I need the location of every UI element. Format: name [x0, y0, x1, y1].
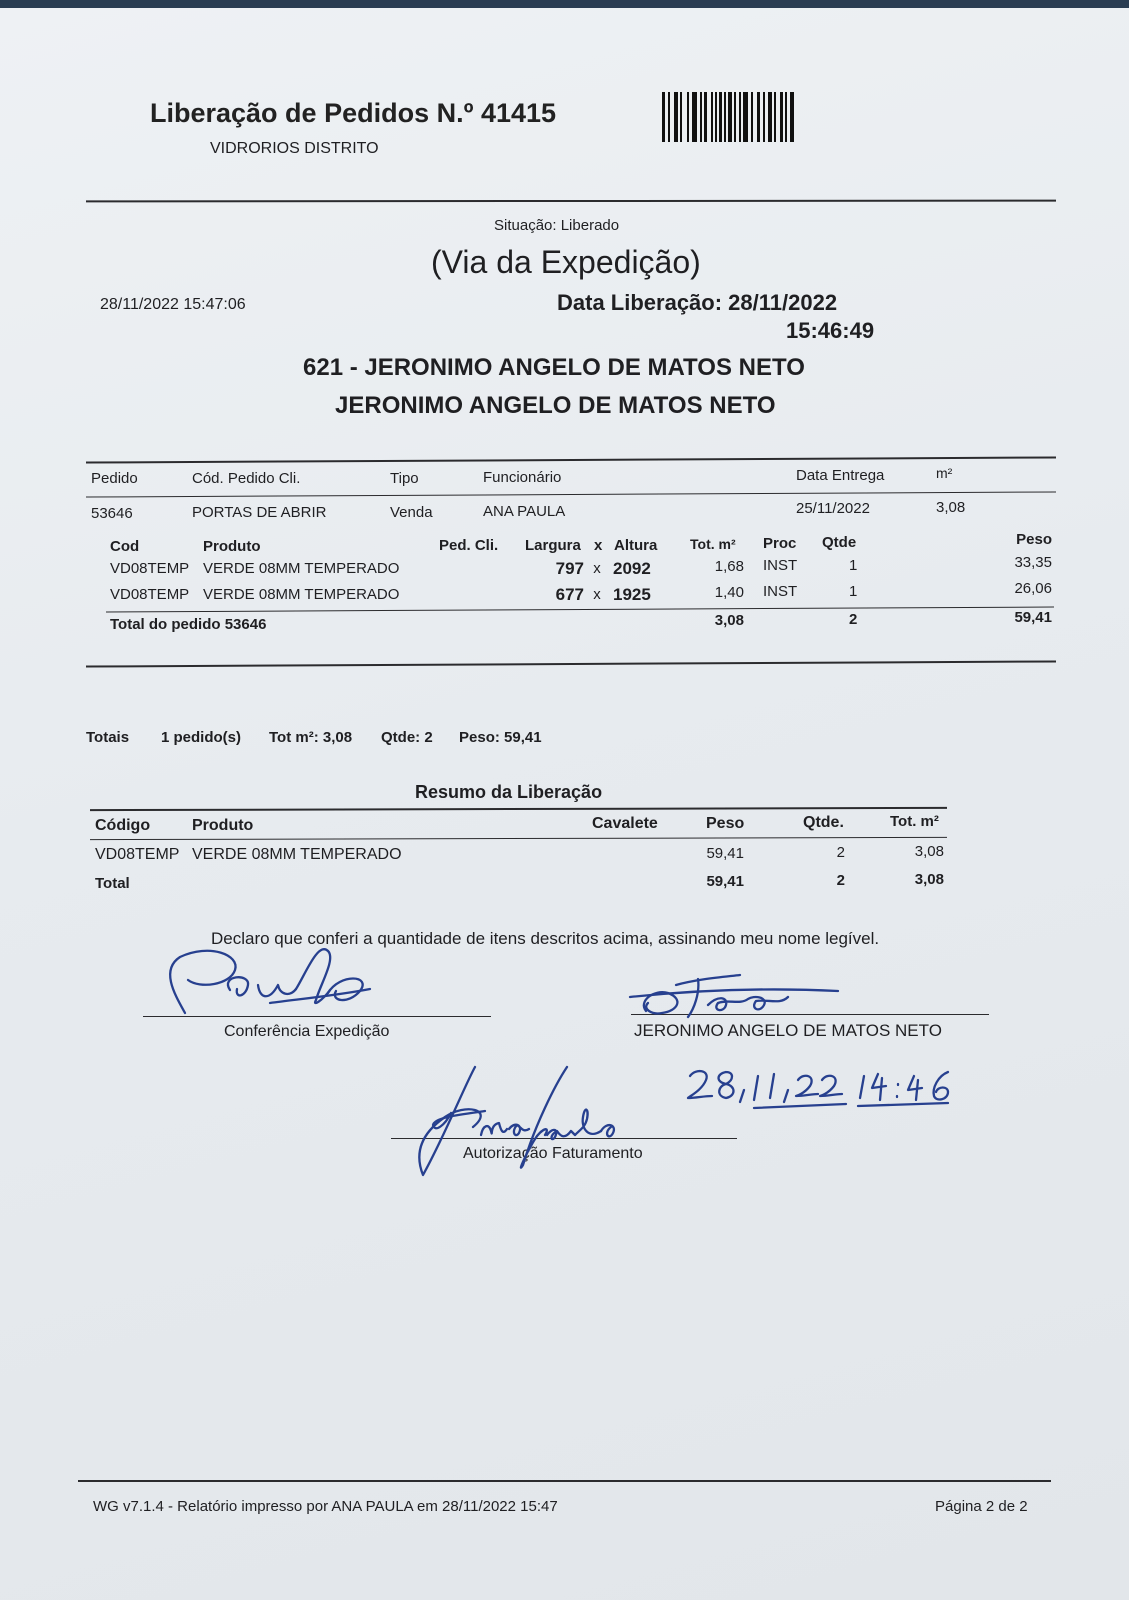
- order-block-bottom-rule: [86, 660, 1056, 667]
- order-table-top-rule: [86, 456, 1056, 463]
- resumo-header-peso: Peso: [706, 815, 745, 832]
- items-header-tot-m2: Tot. m²: [690, 536, 736, 552]
- item-produto: VERDE 08MM TEMPERADO: [203, 586, 400, 603]
- items-total-label: Total do pedido 53646: [110, 616, 267, 633]
- cliente-signature-name: JERONIMO ANGELO DE MATOS NETO: [634, 1021, 942, 1040]
- situacao: Situação: Liberado: [494, 217, 620, 234]
- items-total-qtde: 2: [849, 611, 858, 628]
- item-peso: 26,06: [1014, 580, 1052, 597]
- autorizacao-label: Autorização Faturamento: [463, 1145, 643, 1162]
- totais-tot-m2: Tot m²: 3,08: [269, 729, 353, 746]
- data-liberacao: Data Liberação: 28/11/2022: [557, 290, 838, 315]
- resumo-header-codigo: Código: [95, 817, 151, 834]
- items-header-ped-cli: Ped. Cli.: [439, 537, 499, 554]
- item-qtde: 1: [849, 583, 858, 600]
- resumo-row-tot-m2: 3,08: [914, 843, 944, 860]
- totais-label: Totais: [86, 729, 130, 746]
- items-total-peso: 59,41: [1014, 609, 1052, 626]
- order-header-pedido: Pedido: [91, 470, 138, 487]
- resumo-header-cavalete: Cavalete: [592, 815, 658, 832]
- top-edge: [0, 0, 1129, 8]
- via-expedicao: (Via da Expedição): [431, 244, 701, 280]
- company-name: VIDRORIOS DISTRITO: [210, 140, 379, 157]
- order-cod-pedido-cli: PORTAS DE ABRIR: [192, 504, 327, 521]
- item-cod: VD08TEMP: [110, 560, 190, 577]
- client-code-name: 621 - JERONIMO ANGELO DE MATOS NETO: [303, 354, 805, 381]
- order-header-data-entrega: Data Entrega: [796, 467, 885, 484]
- footer-page-number: Página 2 de 2: [935, 1498, 1028, 1515]
- item-peso: 33,35: [1014, 554, 1052, 571]
- item-proc: INST: [763, 557, 798, 574]
- signature-cliente: [628, 965, 848, 1025]
- items-total-rule: [106, 607, 1054, 613]
- item-x: x: [593, 560, 601, 577]
- footer-rule: [78, 1480, 1051, 1482]
- resumo-header-rule: [90, 837, 947, 840]
- resumo-header-tot-m2: Tot. m²: [890, 813, 939, 830]
- resumo-total-tot-m2: 3,08: [914, 871, 944, 888]
- hora-liberacao: 15:46:49: [786, 318, 875, 343]
- totais-peso: Peso: 59,41: [459, 729, 542, 746]
- resumo-total-qtde: 2: [836, 872, 845, 889]
- items-header-altura: Altura: [614, 537, 658, 554]
- order-header-tipo: Tipo: [390, 470, 419, 487]
- resumo-header-produto: Produto: [192, 817, 254, 834]
- resumo-title: Resumo da Liberação: [415, 782, 603, 802]
- item-largura: 797: [555, 559, 584, 578]
- order-header-cod-pedido-cli: Cód. Pedido Cli.: [192, 470, 301, 487]
- resumo-total-peso: 59,41: [706, 873, 744, 890]
- order-header-funcionario: Funcionário: [483, 469, 562, 486]
- items-header-produto: Produto: [203, 538, 261, 555]
- totais-qtde: Qtde: 2: [381, 729, 433, 746]
- order-tipo: Venda: [390, 504, 433, 521]
- item-tot-m2: 1,40: [714, 584, 744, 601]
- signature-faturamento: [405, 1065, 645, 1180]
- order-data-entrega: 25/11/2022: [796, 500, 870, 517]
- items-header-peso: Peso: [1016, 531, 1052, 548]
- item-cod: VD08TEMP: [110, 586, 190, 603]
- resumo-row-produto: VERDE 08MM TEMPERADO: [192, 846, 402, 863]
- item-produto: VERDE 08MM TEMPERADO: [203, 560, 400, 577]
- resumo-header-qtde: Qtde.: [803, 814, 844, 831]
- order-header-m2: m²: [936, 465, 953, 481]
- items-header-largura: Largura: [525, 537, 581, 554]
- header-divider: [86, 200, 1056, 203]
- conferencia-label: Conferência Expedição: [224, 1023, 390, 1040]
- item-tot-m2: 1,68: [714, 558, 744, 575]
- resumo-row-codigo: VD08TEMP: [95, 846, 180, 863]
- printed-timestamp: 28/11/2022 15:47:06: [100, 296, 246, 313]
- item-altura: 2092: [613, 559, 651, 578]
- resumo-top-rule: [90, 807, 947, 811]
- order-pedido: 53646: [91, 505, 133, 522]
- client-name: JERONIMO ANGELO DE MATOS NETO: [335, 392, 776, 419]
- declaration-text: Declaro que conferi a quantidade de itens descritos acima, assinando meu nome legível.: [211, 929, 880, 948]
- handwritten-datetime: [686, 1066, 966, 1120]
- items-header-x: x: [594, 537, 603, 554]
- resumo-row-peso: 59,41: [706, 845, 744, 862]
- items-total-tot-m2: 3,08: [714, 612, 744, 629]
- item-proc: INST: [763, 583, 798, 600]
- item-largura: 677: [555, 585, 584, 604]
- item-x: x: [593, 586, 601, 603]
- totais-pedidos: 1 pedido(s): [161, 729, 242, 746]
- document-title: Liberação de Pedidos N.º 41415: [150, 98, 557, 128]
- order-funcionario: ANA PAULA: [483, 503, 566, 520]
- barcode: [662, 92, 832, 142]
- items-header-cod: Cod: [110, 538, 140, 555]
- item-altura: 1925: [613, 585, 651, 604]
- resumo-row-qtde: 2: [836, 844, 845, 861]
- order-m2: 3,08: [936, 499, 966, 516]
- signature-expedicao: [140, 945, 380, 1035]
- resumo-total-label: Total: [95, 875, 130, 892]
- order-header-rule: [86, 491, 1056, 497]
- items-header-qtde: Qtde: [822, 534, 857, 551]
- footer-printed-by: WG v7.1.4 - Relatório impresso por ANA PAULA em 28/11/2022 15:47: [93, 1498, 558, 1515]
- items-header-proc: Proc: [763, 535, 797, 552]
- item-qtde: 1: [849, 557, 858, 574]
